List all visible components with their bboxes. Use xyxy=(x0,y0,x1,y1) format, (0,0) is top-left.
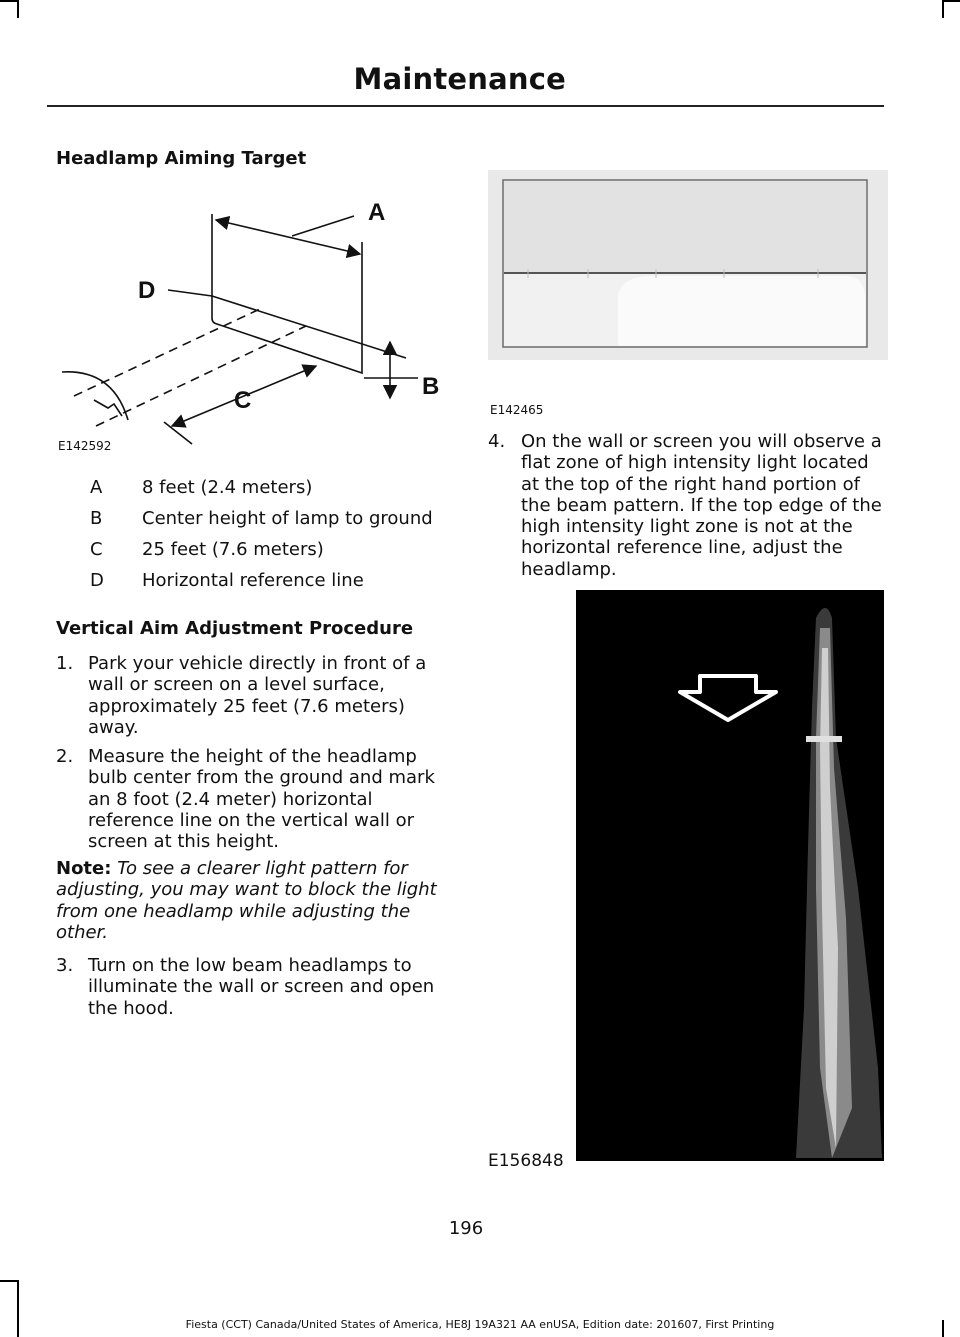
step-number: 1. xyxy=(56,653,74,674)
legend-value: Horizontal reference line xyxy=(142,570,364,591)
crop-mark xyxy=(0,0,18,2)
label-a: A xyxy=(368,199,386,226)
page-title: Maintenance xyxy=(353,62,566,96)
step-text: On the wall or screen you will observe a flat zone of high intensity light located at the top of the right hand portion of the beam pattern. If the top edge of the high intensity light zone is not at the horizontal reference line, adjust the headlamp. xyxy=(521,431,882,580)
page-number: 196 xyxy=(448,1218,484,1239)
step-text: Turn on the low beam headlamps to illuminate the wall or screen and open the hood. xyxy=(88,955,435,1019)
legend-value: 25 feet (7.6 meters) xyxy=(142,539,324,560)
figure-code: E156848 xyxy=(488,1151,564,1171)
step-number: 2. xyxy=(56,746,74,767)
crop-mark xyxy=(942,0,960,2)
step-item xyxy=(56,955,446,1019)
step-item xyxy=(56,746,446,852)
beam-pattern-figure xyxy=(488,170,888,420)
label-d: D xyxy=(138,277,156,304)
legend-key: D xyxy=(90,570,104,591)
step-item xyxy=(488,431,888,580)
section-heading-aiming-target: Headlamp Aiming Target xyxy=(56,148,307,169)
note xyxy=(56,858,448,943)
note-label: Note: xyxy=(56,858,112,879)
step-item xyxy=(56,653,446,738)
crop-mark xyxy=(0,1280,18,1282)
section-heading-vertical-aim: Vertical Aim Adjustment Procedure xyxy=(56,618,414,639)
headlamp-adjuster-figure xyxy=(486,588,886,1173)
step-text: Measure the height of the headlamp bulb center from the ground and mark an 8 foot (2.4 meter) horizontal reference line on the vertical wall or screen at this height. xyxy=(88,746,435,853)
legend-key: C xyxy=(90,539,103,560)
footer-text: Fiesta (CCT) Canada/United States of America, HE8J 19A321 AA enUSA, Edition date: 201607, First Printing xyxy=(185,1318,775,1331)
legend-value: 8 feet (2.4 meters) xyxy=(142,477,313,498)
legend-key: B xyxy=(90,508,103,529)
figure-code: E142465 xyxy=(490,403,544,417)
step-number: 3. xyxy=(56,955,74,976)
label-b: B xyxy=(422,373,440,400)
note-text: To see a clearer light pattern for adjusting, you may want to block the light from one headlamp while adjusting the other. xyxy=(56,858,437,943)
step-text: Park your vehicle directly in front of a wall or screen on a level surface, approximately 25 feet (7.6 meters) away. xyxy=(88,653,427,738)
label-c: C xyxy=(234,387,252,414)
figure-code: E142592 xyxy=(58,439,112,453)
legend-key: A xyxy=(90,477,103,498)
crop-mark xyxy=(942,0,944,18)
step-number: 4. xyxy=(488,431,506,452)
aiming-target-diagram xyxy=(56,190,456,460)
crop-mark xyxy=(17,0,19,18)
header-divider xyxy=(47,105,884,107)
legend-value: Center height of lamp to ground xyxy=(142,508,433,529)
